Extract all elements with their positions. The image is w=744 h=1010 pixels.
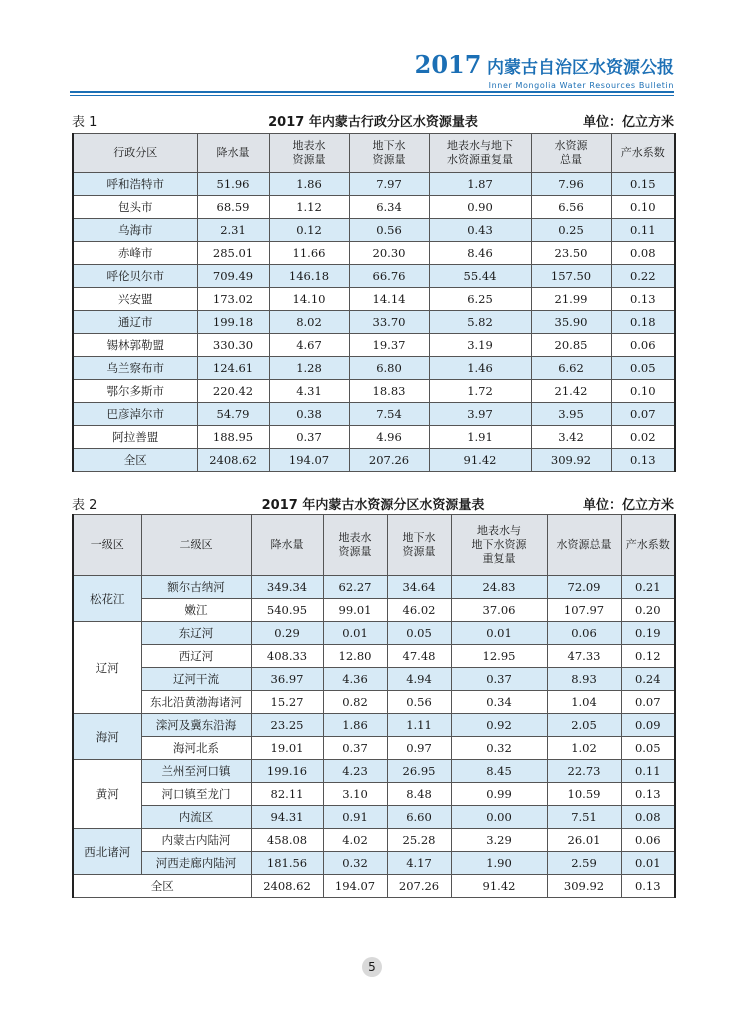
region-name-cell: 通辽市 [73,311,197,334]
table1-unit: 单位：亿立方米 [582,115,674,130]
value-cell: 4.36 [323,668,387,691]
table-row [73,449,675,472]
logo-title: 内蒙古自治区水资源公报 [487,58,674,78]
value-cell: 51.96 [197,173,269,196]
table2-header-cell: 二级区 [141,515,251,576]
table2-header-cell: 地表水 资源量 [323,515,387,576]
value-cell: 15.27 [251,691,323,714]
table2 [72,514,676,898]
table1-caption [72,111,674,131]
value-cell: 3.29 [451,829,547,852]
value-cell: 1.72 [429,380,531,403]
value-cell: 6.60 [387,806,451,829]
table2-header-cell: 地表水与 地下水资源 重复量 [451,515,547,576]
table-row [73,852,675,875]
subbasin-name-cell: 额尔古纳河 [141,576,251,599]
value-cell: 4.17 [387,852,451,875]
value-cell: 35.90 [531,311,611,334]
table2-header-row [73,515,675,576]
value-cell: 7.97 [349,173,429,196]
value-cell: 0.00 [451,806,547,829]
value-cell: 54.79 [197,403,269,426]
value-cell: 0.25 [531,219,611,242]
value-cell: 3.42 [531,426,611,449]
value-cell: 62.27 [323,576,387,599]
table-row [73,288,675,311]
subbasin-name-cell: 海河北系 [141,737,251,760]
region-name-cell: 乌兰察布市 [73,357,197,380]
table1-header-row [73,134,675,173]
value-cell: 12.80 [323,645,387,668]
subbasin-name-cell: 嫩江 [141,599,251,622]
header-rule [70,91,674,93]
value-cell: 0.08 [611,242,675,265]
value-cell: 68.59 [197,196,269,219]
value-cell: 23.25 [251,714,323,737]
value-cell: 0.32 [451,737,547,760]
table-row [73,265,675,288]
table2-label: 表 2 [72,498,98,513]
value-cell: 22.73 [547,760,621,783]
table2-header-cell: 地下水 资源量 [387,515,451,576]
value-cell: 0.06 [547,622,621,645]
value-cell: 0.24 [621,668,675,691]
value-cell: 207.26 [387,875,451,898]
value-cell: 0.05 [611,357,675,380]
logo-year: 2017 [414,50,482,79]
value-cell: 0.11 [611,219,675,242]
page-number: 5 [362,957,382,977]
value-cell: 66.76 [349,265,429,288]
value-cell: 1.28 [269,357,349,380]
value-cell: 2.59 [547,852,621,875]
value-cell: 55.44 [429,265,531,288]
table1-body [73,173,675,472]
value-cell: 0.11 [621,760,675,783]
value-cell: 4.94 [387,668,451,691]
value-cell: 19.37 [349,334,429,357]
basin-group-cell: 黄河 [73,760,141,829]
value-cell: 0.37 [451,668,547,691]
value-cell: 4.23 [323,760,387,783]
table-row [73,691,675,714]
subbasin-name-cell: 兰州至河口镇 [141,760,251,783]
value-cell: 0.19 [621,622,675,645]
value-cell: 157.50 [531,265,611,288]
value-cell: 1.90 [451,852,547,875]
subbasin-name-cell: 东辽河 [141,622,251,645]
value-cell: 0.91 [323,806,387,829]
region-name-cell: 赤峰市 [73,242,197,265]
region-name-cell: 锡林郭勒盟 [73,334,197,357]
value-cell: 6.25 [429,288,531,311]
value-cell: 4.31 [269,380,349,403]
value-cell: 2.31 [197,219,269,242]
value-cell: 19.01 [251,737,323,760]
value-cell: 349.34 [251,576,323,599]
value-cell: 4.96 [349,426,429,449]
value-cell: 0.38 [269,403,349,426]
bulletin-logo [414,50,674,90]
value-cell: 8.46 [429,242,531,265]
value-cell: 25.28 [387,829,451,852]
value-cell: 33.70 [349,311,429,334]
table2-header-cell: 降水量 [251,515,323,576]
value-cell: 199.18 [197,311,269,334]
value-cell: 37.06 [451,599,547,622]
value-cell: 0.99 [451,783,547,806]
table1-header-cell: 水资源 总量 [531,134,611,173]
value-cell: 24.83 [451,576,547,599]
value-cell: 0.15 [611,173,675,196]
basin-group-cell: 海河 [73,714,141,760]
value-cell: 1.02 [547,737,621,760]
value-cell: 0.08 [621,806,675,829]
value-cell: 6.62 [531,357,611,380]
table1-label: 表 1 [72,115,98,130]
table1-header-cell: 地下水 资源量 [349,134,429,173]
value-cell: 0.37 [269,426,349,449]
value-cell: 99.01 [323,599,387,622]
value-cell: 0.32 [323,852,387,875]
subbasin-name-cell: 辽河干流 [141,668,251,691]
table1 [72,133,676,472]
subbasin-name-cell: 西辽河 [141,645,251,668]
region-name-cell: 呼伦贝尔市 [73,265,197,288]
value-cell: 0.22 [611,265,675,288]
value-cell: 21.99 [531,288,611,311]
value-cell: 0.20 [621,599,675,622]
value-cell: 107.97 [547,599,621,622]
table-row [73,196,675,219]
header-rule-thin [70,95,674,96]
value-cell: 14.10 [269,288,349,311]
subbasin-name-cell: 河西走廊内陆河 [141,852,251,875]
value-cell: 18.83 [349,380,429,403]
table-row [73,622,675,645]
table-row [73,219,675,242]
value-cell: 0.10 [611,380,675,403]
table-row [73,403,675,426]
value-cell: 194.07 [269,449,349,472]
value-cell: 0.13 [621,875,675,898]
value-cell: 0.05 [387,622,451,645]
value-cell: 0.90 [429,196,531,219]
table2-header-cell: 产水系数 [621,515,675,576]
value-cell: 0.13 [611,449,675,472]
region-name-cell: 全区 [73,449,197,472]
value-cell: 0.12 [269,219,349,242]
value-cell: 0.01 [621,852,675,875]
value-cell: 0.13 [611,288,675,311]
table2-header-cell: 一级区 [73,515,141,576]
value-cell: 3.97 [429,403,531,426]
value-cell: 3.19 [429,334,531,357]
value-cell: 26.95 [387,760,451,783]
table2-caption [72,494,674,514]
value-cell: 4.67 [269,334,349,357]
value-cell: 0.09 [621,714,675,737]
value-cell: 14.14 [349,288,429,311]
basin-group-cell: 松花江 [73,576,141,622]
table1-header-cell: 行政分区 [73,134,197,173]
value-cell: 0.06 [611,334,675,357]
total-row [73,875,675,898]
value-cell: 1.87 [429,173,531,196]
value-cell: 8.48 [387,783,451,806]
value-cell: 1.91 [429,426,531,449]
value-cell: 1.04 [547,691,621,714]
table2-title: 2017 年内蒙古水资源分区水资源量表 [261,498,485,513]
value-cell: 309.92 [531,449,611,472]
table-row [73,380,675,403]
table-row [73,311,675,334]
value-cell: 0.92 [451,714,547,737]
value-cell: 181.56 [251,852,323,875]
region-name-cell: 阿拉善盟 [73,426,197,449]
table-row [73,173,675,196]
value-cell: 2.05 [547,714,621,737]
value-cell: 91.42 [429,449,531,472]
table-row [73,242,675,265]
value-cell: 309.92 [547,875,621,898]
value-cell: 0.01 [323,622,387,645]
value-cell: 0.37 [323,737,387,760]
value-cell: 7.96 [531,173,611,196]
table-row [73,357,675,380]
value-cell: 0.01 [451,622,547,645]
table1-title: 2017 年内蒙古行政分区水资源量表 [268,115,478,130]
value-cell: 34.64 [387,576,451,599]
value-cell: 11.66 [269,242,349,265]
value-cell: 1.86 [269,173,349,196]
table-row [73,668,675,691]
value-cell: 72.09 [547,576,621,599]
subbasin-name-cell: 内流区 [141,806,251,829]
table1-header-cell: 地表水 资源量 [269,134,349,173]
value-cell: 330.30 [197,334,269,357]
value-cell: 1.11 [387,714,451,737]
logo-subtitle: Inner Mongolia Water Resources Bulletin [488,81,674,90]
table-row [73,737,675,760]
value-cell: 0.02 [611,426,675,449]
value-cell: 146.18 [269,265,349,288]
value-cell: 0.06 [621,829,675,852]
subbasin-name-cell: 内蒙古内陆河 [141,829,251,852]
table2-body [73,576,675,898]
region-name-cell: 鄂尔多斯市 [73,380,197,403]
basin-group-cell: 西北诸河 [73,829,141,875]
value-cell: 0.56 [349,219,429,242]
value-cell: 0.05 [621,737,675,760]
logo-title-line [414,50,674,80]
value-cell: 0.56 [387,691,451,714]
value-cell: 20.85 [531,334,611,357]
value-cell: 199.16 [251,760,323,783]
value-cell: 0.13 [621,783,675,806]
value-cell: 47.48 [387,645,451,668]
value-cell: 1.86 [323,714,387,737]
value-cell: 26.01 [547,829,621,852]
value-cell: 0.07 [611,403,675,426]
value-cell: 0.21 [621,576,675,599]
basin-group-cell: 辽河 [73,622,141,714]
value-cell: 0.12 [621,645,675,668]
value-cell: 8.02 [269,311,349,334]
value-cell: 5.82 [429,311,531,334]
value-cell: 0.29 [251,622,323,645]
value-cell: 20.30 [349,242,429,265]
value-cell: 0.18 [611,311,675,334]
region-name-cell: 巴彦淖尔市 [73,403,197,426]
table-row [73,783,675,806]
table2-unit: 单位：亿立方米 [582,498,674,513]
value-cell: 82.11 [251,783,323,806]
table-row [73,645,675,668]
table-row [73,576,675,599]
value-cell: 2408.62 [197,449,269,472]
value-cell: 12.95 [451,645,547,668]
value-cell: 207.26 [349,449,429,472]
value-cell: 0.34 [451,691,547,714]
value-cell: 0.43 [429,219,531,242]
value-cell: 8.45 [451,760,547,783]
value-cell: 6.80 [349,357,429,380]
value-cell: 7.51 [547,806,621,829]
value-cell: 0.10 [611,196,675,219]
value-cell: 10.59 [547,783,621,806]
table1-header-cell: 地表水与地下 水资源重复量 [429,134,531,173]
table1-header-cell: 产水系数 [611,134,675,173]
table2-header-cell: 水资源总量 [547,515,621,576]
value-cell: 220.42 [197,380,269,403]
value-cell: 3.95 [531,403,611,426]
subbasin-name-cell: 东北沿黄渤海诸河 [141,691,251,714]
value-cell: 21.42 [531,380,611,403]
value-cell: 1.46 [429,357,531,380]
region-name-cell: 乌海市 [73,219,197,242]
table1-header-cell: 降水量 [197,134,269,173]
value-cell: 408.33 [251,645,323,668]
value-cell: 23.50 [531,242,611,265]
value-cell: 91.42 [451,875,547,898]
region-name-cell: 包头市 [73,196,197,219]
value-cell: 173.02 [197,288,269,311]
table-row [73,714,675,737]
value-cell: 0.97 [387,737,451,760]
value-cell: 3.10 [323,783,387,806]
table-row [73,599,675,622]
value-cell: 36.97 [251,668,323,691]
region-name-cell: 兴安盟 [73,288,197,311]
table-row [73,426,675,449]
total-label-cell: 全区 [73,875,251,898]
value-cell: 1.12 [269,196,349,219]
value-cell: 709.49 [197,265,269,288]
value-cell: 94.31 [251,806,323,829]
value-cell: 124.61 [197,357,269,380]
value-cell: 0.07 [621,691,675,714]
value-cell: 6.56 [531,196,611,219]
subbasin-name-cell: 滦河及冀东沿海 [141,714,251,737]
value-cell: 540.95 [251,599,323,622]
value-cell: 0.82 [323,691,387,714]
value-cell: 2408.62 [251,875,323,898]
value-cell: 7.54 [349,403,429,426]
subbasin-name-cell: 河口镇至龙门 [141,783,251,806]
value-cell: 47.33 [547,645,621,668]
value-cell: 188.95 [197,426,269,449]
table-row [73,829,675,852]
value-cell: 4.02 [323,829,387,852]
region-name-cell: 呼和浩特市 [73,173,197,196]
table-row [73,760,675,783]
value-cell: 46.02 [387,599,451,622]
value-cell: 458.08 [251,829,323,852]
table-row [73,334,675,357]
value-cell: 6.34 [349,196,429,219]
value-cell: 8.93 [547,668,621,691]
value-cell: 194.07 [323,875,387,898]
table-row [73,806,675,829]
value-cell: 285.01 [197,242,269,265]
